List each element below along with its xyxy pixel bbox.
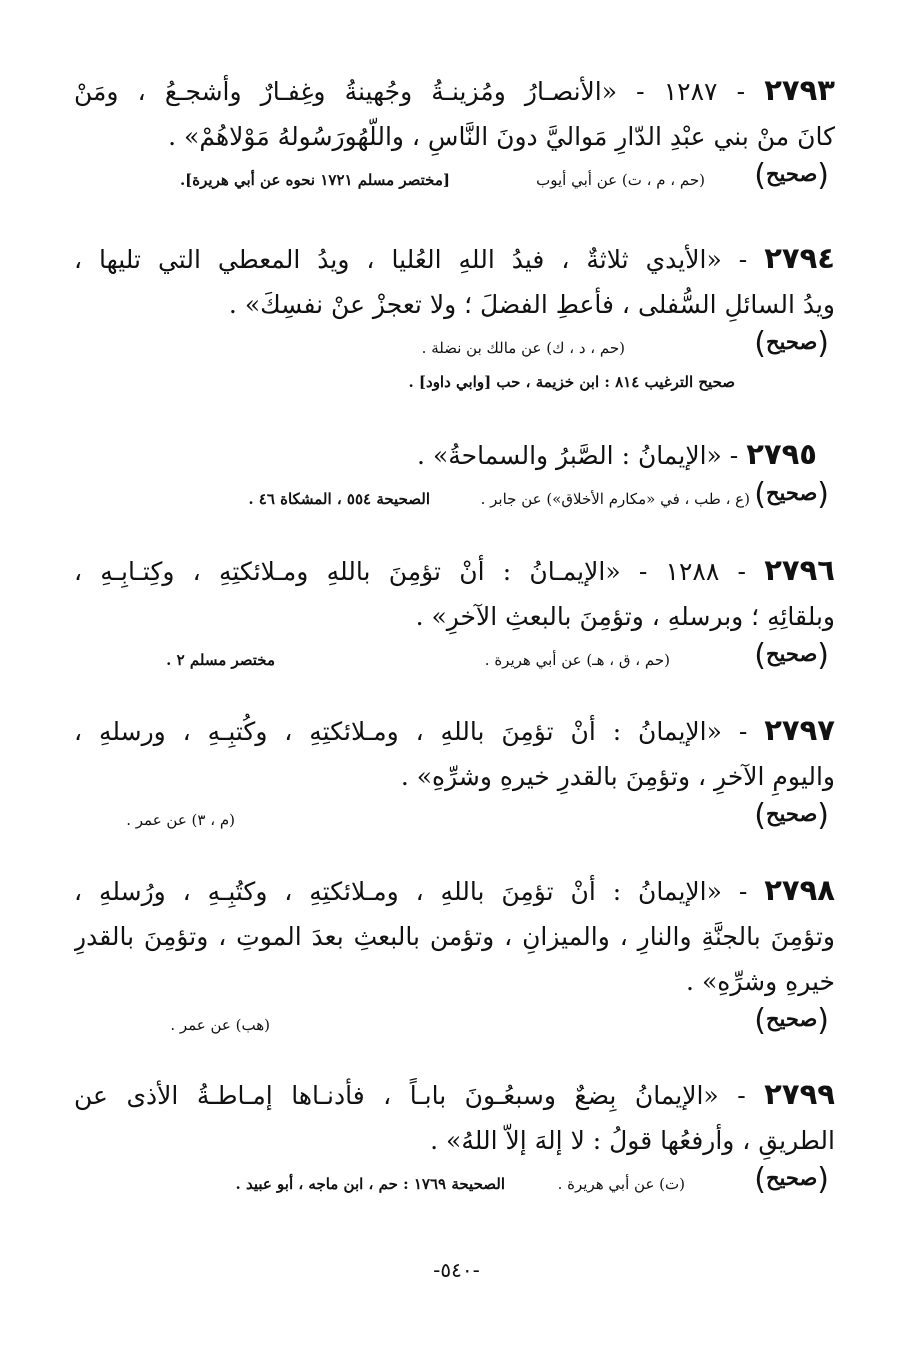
- hadith-text: وبلقائِهِ ؛ وبرسلهِ ، وتؤمِنَ بالبعثِ الآخرِ» .: [415, 602, 835, 631]
- hadith-text: - «الإيمانُ : أنْ تؤمِنَ باللهِ ، ومـلائكتِهِ ، وكتُبِـهِ ، ورُسلهِ ،: [74, 877, 748, 906]
- hadith-text-line: [74, 1118, 835, 1163]
- grade-label: (صحيح): [754, 326, 829, 361]
- grade-text: صحيح: [766, 641, 818, 666]
- hadith-text-line: [74, 708, 835, 754]
- hadith-number: ٢٧٩٩: [764, 1077, 835, 1111]
- grade-label: (صحيح): [754, 798, 829, 833]
- hadith-text: - «الإيمانُ : الصَّبرُ والسماحةُ» .: [417, 441, 739, 470]
- hadith-text-line: [74, 959, 835, 1004]
- hadith-number: ٢٧٩٦: [764, 553, 835, 587]
- hadith-entry: [74, 708, 835, 839]
- grading-line: [74, 1163, 835, 1203]
- grading-line: [74, 1004, 835, 1044]
- hadith-text-line: [74, 594, 835, 639]
- hadith-text: - «الأيدي ثلاثةٌ ، فيدُ اللهِ العُليا ، ويدُ المعطي التي تليها ،: [74, 245, 748, 274]
- grading-line: [74, 327, 835, 367]
- hadith-text: كانَ منْ بني عبْدِ الدّارِ مَواليَّ دونَ النَّاسِ ، واللّهُورَسُولهُ مَوْلاهُمْ» .: [168, 122, 835, 151]
- grading-line: [74, 159, 835, 199]
- hadith-text: - ١٢٨٧ - «الأنصـارُ ومُزينـةُ وجُهينةُ وغِفـارٌ وأشجـعُ ، ومَنْ: [74, 77, 746, 106]
- hadith-text-line: [74, 1072, 835, 1118]
- grade-label: (صحيح): [754, 1162, 829, 1197]
- hadith-text: ويدُ السائلِ السُّفلى ، فأعطِ الفضلَ ؛ ولا تعجزْ عنْ نفسِكَ» .: [228, 290, 835, 319]
- hadith-text-line: [74, 114, 835, 159]
- page-number: -٥٤٠-: [433, 1258, 480, 1282]
- hadith-text-line: [74, 754, 835, 799]
- grade-text: صحيح: [766, 1165, 818, 1190]
- extra-reference: صحيح الترغيب ٨١٤ : ابن خزيمة ، حب [وابي داود] .: [408, 373, 735, 391]
- hadith-text: الطريقِ ، وأرفعُها قولُ : لا إلهَ إلاّ اللهُ» .: [430, 1126, 835, 1155]
- grade-label: (صحيح): [754, 158, 829, 193]
- source-citation: (ت) عن أبي هريرة .: [557, 1175, 685, 1193]
- source-citation: (م ، ٣) عن عمر .: [126, 811, 235, 829]
- reference-citation: الصحيحة ١٧٦٩ : حم ، ابن ماجه ، أبو عبيد .: [235, 1175, 505, 1193]
- grade-label: (صحيح): [754, 638, 829, 673]
- grade-text: صحيح: [766, 1006, 818, 1031]
- hadith-text: وتؤمِنَ بالجنَّةِ والنارِ ، والميزانِ ، وتؤمن بالبعثِ بعدَ الموتِ ، وتؤمِنَ بالقدرِ: [74, 922, 835, 951]
- hadith-text-line: [74, 282, 835, 327]
- hadith-text: خيرهِ وشرِّهِ» .: [686, 967, 835, 996]
- hadith-text: واليومِ الآخرِ ، وتؤمِنَ بالقدرِ خيرهِ وشرِّهِ» .: [400, 762, 835, 791]
- hadith-text-line: [74, 432, 835, 478]
- grading-line: [74, 799, 835, 839]
- grade-label: (صحيح): [754, 477, 829, 512]
- grading-line: [74, 478, 835, 518]
- reference-citation: [مختصر مسلم ١٧٢١ نحوه عن أبي هريرة].: [179, 171, 450, 189]
- grade-text: صحيح: [766, 480, 818, 505]
- hadith-text-line: [74, 868, 835, 914]
- hadith-entry: [74, 68, 835, 199]
- hadith-text: - «الإيمانُ بِضعٌ وسبعُـونَ بابـاً ، فأدنـاها إمـاطـةُ الأذى عن: [74, 1081, 746, 1110]
- hadith-text-line: [74, 236, 835, 282]
- hadith-entry: [74, 548, 835, 679]
- source-citation: (هب) عن عمر .: [170, 1016, 270, 1034]
- source-citation: (حم ، م ، ت) عن أبي أيوب: [536, 171, 705, 189]
- hadith-number: ٢٧٩٥: [746, 437, 817, 471]
- reference-citation: الصحيحة ٥٥٤ ، المشكاة ٤٦ .: [248, 490, 430, 508]
- grading-line: [74, 639, 835, 679]
- hadith-entry: [74, 1072, 835, 1203]
- grade-text: صحيح: [766, 801, 818, 826]
- hadith-text-line: [74, 548, 835, 594]
- hadith-text-line: [74, 914, 835, 959]
- hadith-number: ٢٧٩٣: [764, 73, 835, 107]
- hadith-number: ٢٧٩٨: [764, 873, 835, 907]
- hadith-entry: [74, 236, 835, 397]
- hadith-number: ٢٧٩٤: [764, 241, 835, 275]
- hadith-entry: [74, 868, 835, 1044]
- hadith-number: ٢٧٩٧: [764, 713, 835, 747]
- hadith-text: - ١٢٨٨ - «الإيمـانُ : أنْ تؤمِنَ باللهِ ومـلائكتِهِ ، وكِتـابِـهِ ،: [74, 557, 746, 586]
- reference-citation: مختصر مسلم ٢ .: [166, 651, 275, 669]
- source-citation: (ع ، طب ، في «مكارم الأخلاق») عن جابر .: [480, 490, 750, 508]
- source-citation: (حم ، د ، ك) عن مالك بن نضلة .: [421, 339, 625, 357]
- grade-text: صحيح: [766, 161, 818, 186]
- hadith-text-line: [74, 68, 835, 114]
- grade-label: (صحيح): [754, 1003, 829, 1038]
- hadith-text: - «الإيمانُ : أنْ تؤمِنَ باللهِ ، ومـلائكتِهِ ، وكُتبِـهِ ، ورسلهِ ،: [74, 717, 748, 746]
- hadith-entry: [74, 432, 835, 518]
- source-citation: (حم ، ق ، هـ) عن أبي هريرة .: [484, 651, 670, 669]
- grade-text: صحيح: [766, 329, 818, 354]
